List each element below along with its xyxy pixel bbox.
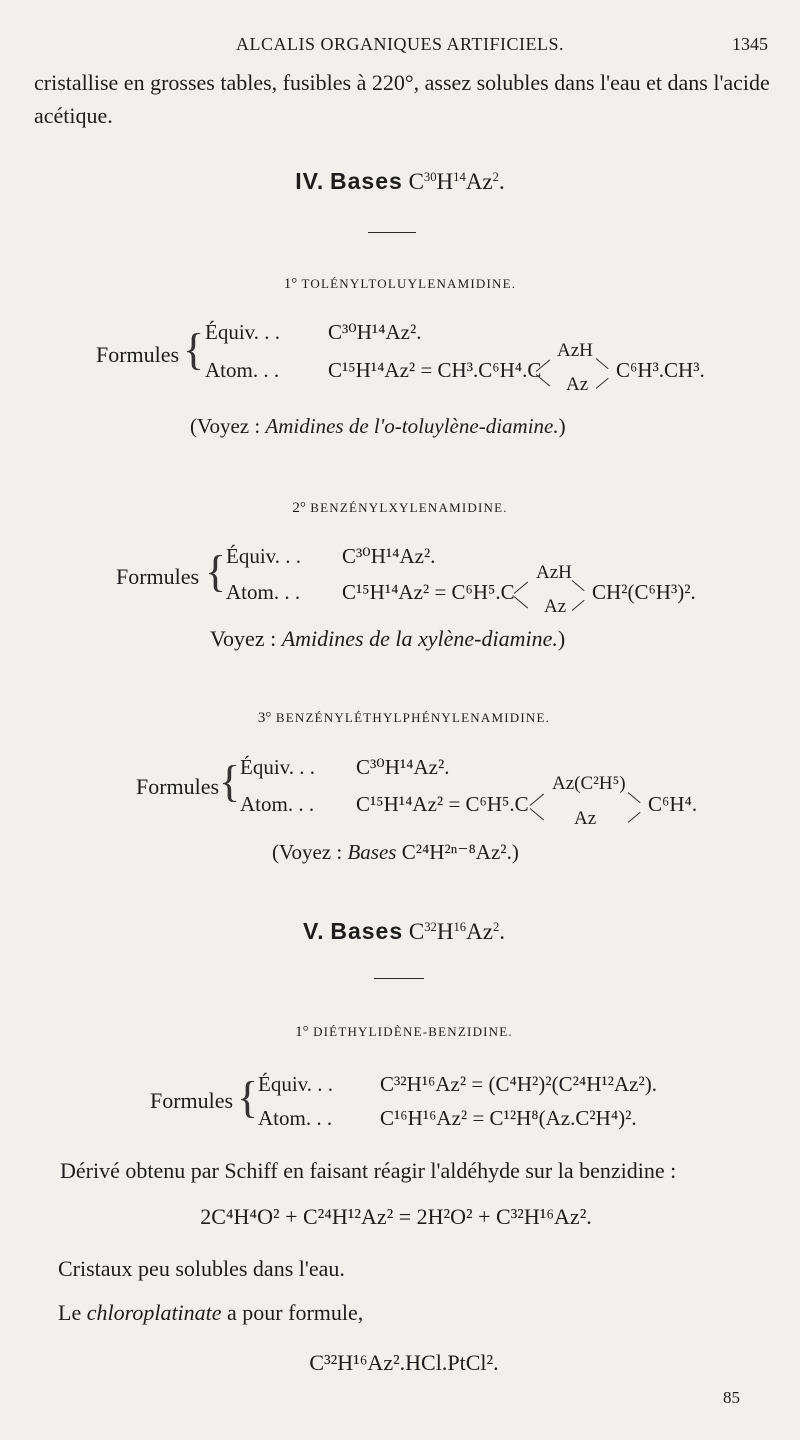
section-iv-formula: $C^{30}H^{14}Az^2$. [408, 169, 505, 194]
sub4-formules-label: Formules [150, 1088, 234, 1113]
sub3-equiv-label: Équiv. . . [240, 755, 316, 779]
derive-paragraph: Dérivé obtenu par Schiff en faisant réagir l'aldéhyde sur la benzidine : [60, 1158, 677, 1183]
crystals-paragraph: Cristaux peu solubles dans l'eau. [58, 1256, 345, 1281]
signature-mark: 85 [723, 1388, 740, 1407]
section-v-rule [374, 978, 424, 979]
section-iv-word: Bases [330, 168, 403, 194]
sub1-atom-rhs: C⁶H³.CH³. [616, 358, 705, 382]
sub3-bottom-group: Az [574, 808, 597, 829]
sub3-equiv-formula: C³⁰H¹⁴Az². [356, 755, 450, 779]
sub4-atom-formula: C¹⁶H¹⁶Az² = C¹²H⁸(Az.C²H⁴)². [380, 1106, 637, 1130]
sub1-bottom-group: Az [566, 374, 589, 395]
sub2-bond-right-up [572, 600, 585, 611]
sub4-equiv-label: Équiv. . . [258, 1072, 334, 1096]
section-v-roman: V. [302, 918, 325, 944]
sub3-bond-right-down [628, 792, 641, 803]
sub1-equiv-formula: C³⁰H¹⁴Az². [328, 320, 422, 344]
sub1-equiv-label: Équiv. . . [205, 320, 281, 344]
sub3-atom-label: Atom. . . [240, 792, 315, 816]
sub3-atom-rhs: C⁶H⁴. [648, 792, 698, 816]
sub1-bond-right-down [596, 358, 609, 369]
section-v-formula: $C^{32}H^{16}Az^2$. [408, 919, 506, 944]
sub3-bond-left-down [530, 808, 544, 820]
sub3-bond-left-up [530, 794, 544, 806]
section-v-title [4, 918, 800, 945]
section-iv-roman: IV. [295, 168, 325, 194]
sub2-bond-left-down [514, 596, 528, 608]
sub2-reference: Voyez : Amidines de la xylène-diamine.) [210, 626, 566, 651]
sub2-equiv-formula: C³⁰H¹⁴Az². [342, 544, 436, 568]
sub3-atom-lhs: C¹⁵H¹⁴Az² = C⁶H⁵.C [356, 792, 529, 816]
sub2-atom-lhs: C¹⁵H¹⁴Az² = C⁶H⁵.C [342, 580, 515, 604]
sub2-brace: { [205, 547, 227, 596]
sub3-reference: (Voyez : Bases C²⁴H²ⁿ⁻⁸Az².) [272, 840, 519, 864]
sub1-atom-lhs: C¹⁵H¹⁴Az² = CH³.C⁶H⁴.C [328, 358, 542, 382]
sub2-top-group: AzH [536, 562, 572, 583]
intro-paragraph: cristallise en grosses tables, fusibles à 220°, assez solubles dans l'eau et dans l'acide acétique. [34, 70, 770, 128]
sub1-title: 1° TOLÉNYLTOLUYLENAMIDINE. [283, 276, 517, 292]
running-header: ALCALIS ORGANIQUES ARTIFICIELS. [236, 34, 564, 54]
sub2-equiv-label: Équiv. . . [226, 544, 302, 568]
sub4-atom-label: Atom. . . [258, 1106, 333, 1130]
section-v-word: Bases [330, 918, 404, 944]
sub2-formules-label: Formules [116, 564, 200, 589]
sub2-atom-label: Atom. . . [226, 580, 301, 604]
sub1-formules-label: Formules [96, 342, 180, 367]
sub4-equiv-formula: C³²H¹⁶Az² = (C⁴H²)²(C²⁴H¹²Az²). [380, 1072, 657, 1096]
sub2-bond-right-down [572, 580, 585, 591]
sub2-bond-left-up [514, 582, 528, 594]
sub1-atom-label: Atom. . . [205, 358, 280, 382]
sub3-title: 3° BENZÉNYLÉTHYLPHÉNYLENAMIDINE. [257, 710, 551, 726]
reaction-equation: 2C⁴H⁴O² + C²⁴H¹²Az² = 2H²O² + C³²H¹⁶Az². [200, 1204, 592, 1229]
sub3-bond-right-up [628, 812, 641, 823]
sub1-reference: (Voyez : Amidines de l'o-toluylène-diamine.) [190, 414, 566, 438]
chloroplatinate-paragraph: Le chloroplatinate a pour formule, [58, 1300, 364, 1325]
sub3-brace: { [219, 757, 241, 806]
sub2-bottom-group: Az [544, 596, 567, 617]
sub3-formules-label: Formules [136, 774, 220, 799]
sub4-title: 1° DIÉTHYLIDÈNE-BENZIDINE. [295, 1024, 513, 1040]
page-number: 1345 [732, 34, 768, 54]
sub3-top-group: Az(C²H⁵) [552, 773, 626, 794]
section-iv-title [0, 168, 800, 195]
sub1-bond-right-up [596, 378, 609, 389]
sub1-brace: { [183, 325, 205, 374]
section-iv-rule [368, 232, 416, 233]
sub2-atom-rhs: CH²(C⁶H³)². [592, 580, 696, 604]
sub1-top-group: AzH [557, 340, 593, 361]
chloroplatinate-formula: C³²H¹⁶Az².HCl.PtCl². [309, 1350, 499, 1375]
sub4-brace: { [237, 1073, 259, 1122]
sub2-title: 2° BENZÉNYLXYLENAMIDINE. [292, 500, 508, 516]
